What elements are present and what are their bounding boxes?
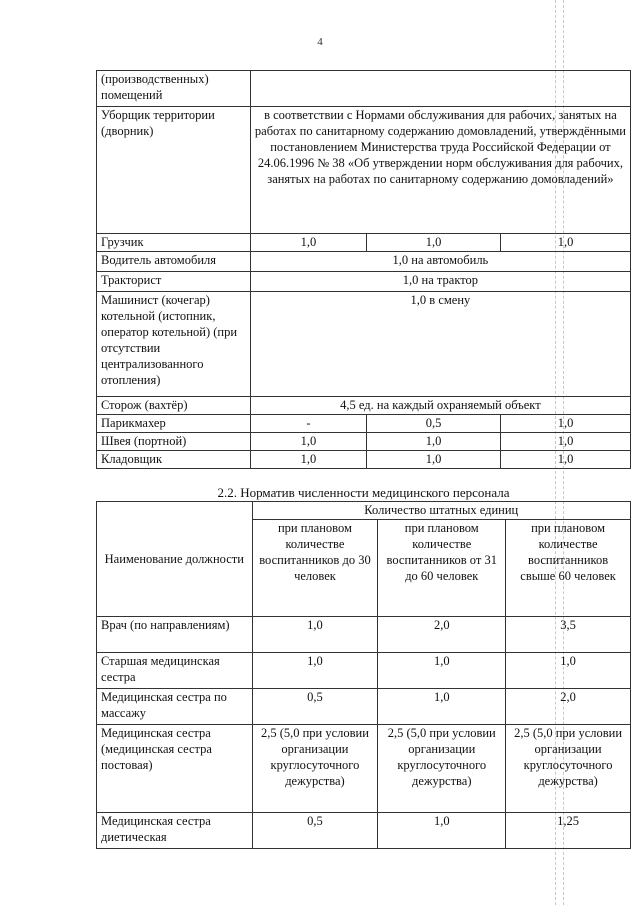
table-header-row xyxy=(97,502,631,520)
value-cell: 1,0 xyxy=(378,689,506,725)
value-cell: 0,5 xyxy=(252,689,378,725)
value-cell: 1,0 xyxy=(252,653,378,689)
position-cell: Швея (портной) xyxy=(97,433,251,451)
table-row xyxy=(97,451,631,469)
norm-cell: 4,5 ед. на каждый охраняемый объект xyxy=(250,397,630,415)
sub-header: при плановом количестве воспитанников свыше 60 человек xyxy=(506,520,631,617)
norm-cell xyxy=(250,71,630,107)
sub-header: при плановом количестве воспитанников до 30 человек xyxy=(252,520,378,617)
value-cell: 1,0 xyxy=(367,234,501,252)
value-cell: 1,25 xyxy=(506,813,631,849)
sub-header: при плановом количестве воспитанников от 31 до 60 человек xyxy=(378,520,506,617)
table-row xyxy=(97,397,631,415)
position-cell: Грузчик xyxy=(97,234,251,252)
table-row xyxy=(97,234,631,252)
position-cell: Медицинская сестра (медицинская сестра постовая) xyxy=(97,725,253,813)
table-row xyxy=(97,415,631,433)
position-cell: Сторож (вахтёр) xyxy=(97,397,251,415)
value-cell: 2,0 xyxy=(506,689,631,725)
staff-norms-table xyxy=(96,70,631,469)
position-cell: Парикмахер xyxy=(97,415,251,433)
group-header: Количество штатных единиц xyxy=(252,502,630,520)
table-row xyxy=(97,71,631,107)
value-cell: 1,0 xyxy=(501,415,631,433)
value-cell: 1,0 xyxy=(378,813,506,849)
table-row xyxy=(97,252,631,272)
norm-cell: 1,0 на трактор xyxy=(250,272,630,292)
section-title: 2.2. Норматив численности медицинского персонала xyxy=(217,485,510,500)
value-cell: 1,0 xyxy=(250,234,366,252)
value-cell: 1,0 xyxy=(367,451,501,469)
position-column-header: Наименование должности xyxy=(97,502,253,617)
norm-cell: в соответствии с Нормами обслуживания для рабочих, занятых на работах по санитарному содержанию домовладений, утверждёнными постановлением Министерства труда Российской Федерации от 24.06.1996 № 38 «Об утверждении норм обслуживания для рабочих, занятых на работах по санитарному содержанию домовладений» xyxy=(250,107,630,234)
page-number: 4 xyxy=(317,36,323,48)
value-cell: 2,0 xyxy=(378,617,506,653)
position-cell: Врач (по направлениям) xyxy=(97,617,253,653)
table-row xyxy=(97,272,631,292)
table-row xyxy=(97,653,631,689)
value-cell: 1,0 xyxy=(501,433,631,451)
table-row xyxy=(97,292,631,397)
value-cell: 1,0 xyxy=(250,451,366,469)
position-cell: Водитель автомобиля xyxy=(97,252,251,272)
table-row xyxy=(97,617,631,653)
value-cell: 1,0 xyxy=(250,433,366,451)
value-cell: 1,0 xyxy=(506,653,631,689)
value-cell: 2,5 (5,0 при условии организации круглосуточного дежурства) xyxy=(252,725,378,813)
value-cell: 2,5 (5,0 при условии организации круглосуточного дежурства) xyxy=(378,725,506,813)
table-row xyxy=(97,107,631,234)
table-row xyxy=(97,725,631,813)
table-row xyxy=(97,433,631,451)
position-cell: Кладовщик xyxy=(97,451,251,469)
value-cell: 1,0 xyxy=(501,451,631,469)
position-cell: Старшая медицинская сестра xyxy=(97,653,253,689)
position-cell: Машинист (кочегар) котельной (истопник, оператор котельной) (при отсутствии централизованного отопления) xyxy=(97,292,251,397)
value-cell: 1,0 xyxy=(378,653,506,689)
value-cell: - xyxy=(250,415,366,433)
norm-cell: 1,0 в смену xyxy=(250,292,630,397)
value-cell: 1,0 xyxy=(501,234,631,252)
medical-staff-table xyxy=(96,501,631,849)
value-cell: 0,5 xyxy=(367,415,501,433)
value-cell: 3,5 xyxy=(506,617,631,653)
position-cell: Медицинская сестра диетическая xyxy=(97,813,253,849)
position-cell: Медицинская сестра по массажу xyxy=(97,689,253,725)
table-row xyxy=(97,813,631,849)
value-cell: 2,5 (5,0 при условии организации круглосуточного дежурства) xyxy=(506,725,631,813)
value-cell: 0,5 xyxy=(252,813,378,849)
value-cell: 1,0 xyxy=(252,617,378,653)
position-cell: Тракторист xyxy=(97,272,251,292)
norm-cell: 1,0 на автомобиль xyxy=(250,252,630,272)
table-row xyxy=(97,689,631,725)
position-cell: Уборщик территории (дворник) xyxy=(97,107,251,234)
value-cell: 1,0 xyxy=(367,433,501,451)
position-cell: (производственных) помещений xyxy=(97,71,251,107)
